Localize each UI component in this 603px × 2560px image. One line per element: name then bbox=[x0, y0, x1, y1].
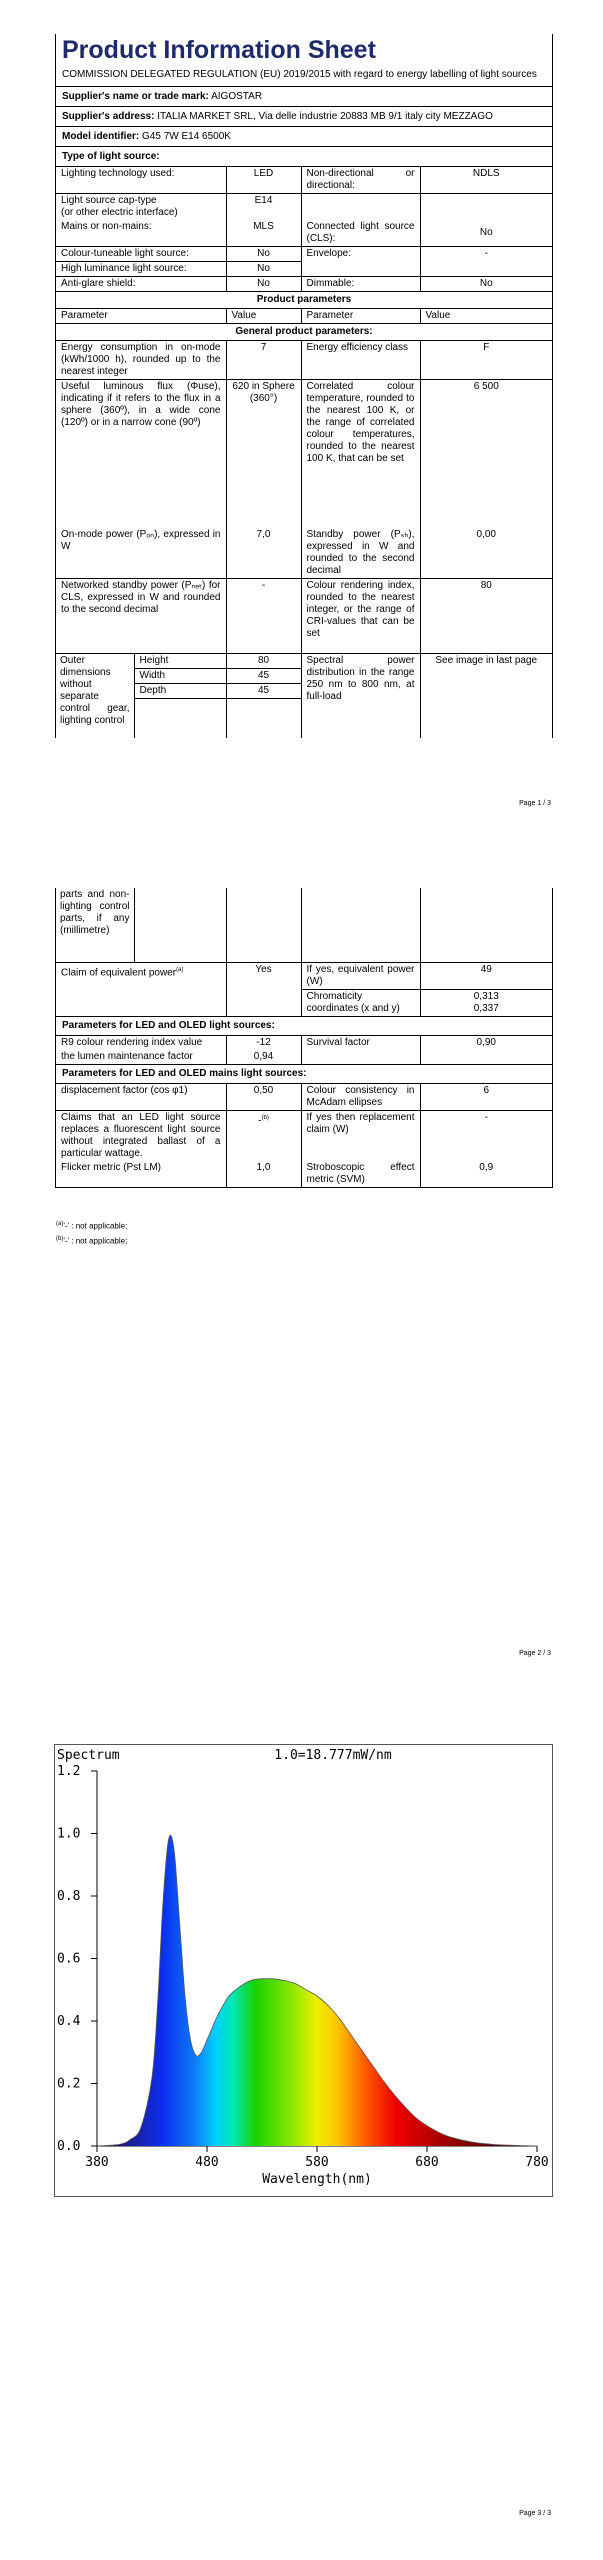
x-ticks bbox=[85, 2146, 548, 2170]
energy-value: 7 bbox=[226, 341, 301, 380]
x-axis-label: Wavelength(nm) bbox=[262, 2172, 372, 2187]
chroma-value bbox=[420, 990, 552, 1017]
model-row bbox=[56, 127, 552, 147]
cct-value: 6 500 bbox=[420, 380, 552, 529]
page-2 bbox=[0, 850, 603, 1700]
x-tick-label: 680 bbox=[415, 2155, 439, 2170]
col-value: Value bbox=[226, 309, 301, 324]
svm-value: 0,9 bbox=[420, 1161, 552, 1188]
model-label: Model identifier: bbox=[62, 131, 140, 142]
empty-cell bbox=[226, 888, 301, 963]
empty-cell bbox=[420, 888, 552, 963]
chart-annotation: 1.0=18.777mW/nm bbox=[274, 1748, 392, 1763]
cri-value: 80 bbox=[420, 579, 552, 654]
fluor-value bbox=[226, 1111, 301, 1162]
y-tick-label: 0.0 bbox=[57, 2139, 81, 2154]
equiv-claim-label bbox=[56, 963, 226, 990]
cri-label: Colour rendering index, rounded to the nearest integer, or the range of CRI-values that can be set bbox=[301, 579, 420, 654]
spectrum-area bbox=[97, 1835, 537, 2146]
chroma-y: 0,337 bbox=[473, 1003, 499, 1014]
supplier-address-label: Supplier's address: bbox=[62, 111, 155, 122]
chroma-x: 0,313 bbox=[473, 991, 499, 1002]
replace-value: - bbox=[420, 1111, 552, 1162]
r9-value: -12 bbox=[226, 1036, 301, 1051]
regulation-text: COMMISSION DELEGATED REGULATION (EU) 2019/2015 with regard to energy labelling of light sources bbox=[56, 68, 552, 87]
y-tick-label: 1.2 bbox=[57, 1764, 81, 1779]
spectral-value: See image in last page bbox=[420, 654, 552, 739]
disp-label: displacement factor (cos φ1) bbox=[56, 1084, 226, 1111]
col-value-2: Value bbox=[420, 309, 552, 324]
cls-label: Connected light source (CLS): bbox=[301, 220, 420, 247]
mains-params-heading: Parameters for LED and OLED mains light sources: bbox=[56, 1065, 552, 1084]
sheet-title: Product Information Sheet bbox=[62, 36, 376, 64]
standby-value: 0,00 bbox=[476, 529, 496, 540]
footnote-b bbox=[56, 1233, 127, 1248]
outer-dims-label: Outer dimensions without separate control gear, lighting control bbox=[56, 654, 134, 738]
tuneable-value: No bbox=[226, 247, 301, 262]
general-params-heading: General product parameters: bbox=[56, 324, 552, 341]
y-tick-label: 0.2 bbox=[57, 2076, 81, 2092]
directional-value: NDLS bbox=[472, 168, 500, 179]
y-tick-label: 1.0 bbox=[57, 1826, 81, 1842]
lighting-tech-label: Lighting technology used: bbox=[56, 167, 226, 194]
cls-value: No bbox=[479, 227, 493, 238]
disp-value: 0,50 bbox=[226, 1084, 301, 1111]
envelope-value: - bbox=[420, 247, 552, 262]
empty-cell bbox=[301, 194, 420, 221]
standby-label: Standby power (Pₛₕ), expressed in W and rounded to the second decimal bbox=[301, 528, 420, 579]
depth-label: Depth bbox=[135, 684, 226, 699]
dimmable-value: No bbox=[420, 277, 552, 292]
spectrum-chart-svg bbox=[55, 1745, 552, 2196]
y-tick-label: 0.6 bbox=[57, 1951, 81, 1967]
cct-label: Correlated colour temperature, rounded to the nearest 100 K, or the range of correlated colour temperatures, rounded to the nearest 100 K, that can be set bbox=[301, 380, 420, 529]
equiv-claim-footnote-mark: (a) bbox=[176, 967, 184, 973]
depth-value: 45 bbox=[227, 684, 301, 699]
page-number-3: Page 3 / 3 bbox=[519, 2510, 551, 2517]
led-params-heading: Parameters for LED and OLED light sources: bbox=[56, 1017, 552, 1036]
equiv-claim-label-text: Claim of equivalent power bbox=[61, 967, 177, 979]
y-tick-label: 0.8 bbox=[57, 1889, 81, 1904]
cap-type-label-text: Light source cap-type bbox=[61, 195, 157, 206]
survival-value: 0,90 bbox=[420, 1036, 552, 1051]
outer-dims-cont-table bbox=[56, 888, 226, 962]
maint-value: 0,94 bbox=[226, 1050, 301, 1065]
onmode-value: 7,0 bbox=[226, 528, 301, 579]
empty-cell bbox=[420, 262, 552, 277]
equiv-power-label: If yes, equivalent power (W) bbox=[301, 963, 420, 990]
product-params-heading: Product parameters bbox=[56, 292, 552, 309]
height-value: 80 bbox=[227, 654, 301, 669]
replace-label: If yes then replacement claim (W) bbox=[301, 1111, 420, 1162]
networked-label: Networked standby power (Pₙₑₜ) for CLS, expressed in W and rounded to the second decimal bbox=[56, 579, 226, 654]
high-lum-label: High luminance light source: bbox=[56, 262, 226, 277]
eff-class-label: Energy efficiency class bbox=[301, 341, 420, 380]
empty-cell bbox=[301, 262, 420, 277]
consistency-value: 6 bbox=[420, 1084, 552, 1111]
supplier-name-label: Supplier's name or trade mark: bbox=[62, 91, 209, 102]
empty-cell bbox=[226, 990, 301, 1017]
fluor-value-text: - bbox=[258, 1115, 262, 1127]
supplier-address-row bbox=[56, 107, 552, 127]
outer-dims-label-cont: parts and non-lighting control parts, if any (millimetre) bbox=[56, 888, 134, 962]
col-parameter-2: Parameter bbox=[301, 309, 420, 324]
energy-label: Energy consumption in on-mode (kWh/1000 h), rounded up to the nearest integer bbox=[56, 341, 226, 380]
type-table bbox=[56, 167, 552, 738]
svm-label: Stroboscopic effect metric (SVM) bbox=[301, 1161, 420, 1188]
width-value: 45 bbox=[227, 669, 301, 684]
flicker-value: 1,0 bbox=[226, 1161, 301, 1188]
supplier-name: AIGOSTAR bbox=[211, 91, 263, 102]
x-tick-label: 480 bbox=[195, 2155, 219, 2170]
y-ticks bbox=[57, 1764, 97, 2154]
fluor-footnote-mark: (b) bbox=[261, 1115, 269, 1121]
info-sheet-box-2 bbox=[55, 888, 553, 1188]
dims-values bbox=[226, 654, 301, 739]
lighting-tech-value: LED bbox=[226, 167, 301, 194]
page-number-1: Page 1 / 3 bbox=[519, 800, 551, 807]
high-lum-value: No bbox=[226, 262, 301, 277]
info-sheet-box bbox=[55, 34, 553, 738]
width-label: Width bbox=[135, 669, 226, 684]
x-tick-label: 580 bbox=[305, 2155, 329, 2170]
empty-cell bbox=[301, 1050, 420, 1065]
footnote-a-mark: (a) bbox=[56, 1221, 64, 1227]
anti-glare-value: No bbox=[226, 277, 301, 292]
mains-value: MLS bbox=[226, 220, 301, 247]
envelope-label: Envelope: bbox=[301, 247, 420, 262]
outer-dims-table bbox=[56, 654, 226, 738]
maint-label: the lumen maintenance factor bbox=[56, 1050, 226, 1065]
height-label: Height bbox=[135, 654, 226, 669]
y-tick-label: 0.4 bbox=[57, 2014, 81, 2029]
dimmable-label: Dimmable: bbox=[301, 277, 420, 292]
tuneable-label: Colour-tuneable light source: bbox=[56, 247, 226, 262]
supplier-name-row bbox=[56, 87, 552, 107]
onmode-label: On-mode power (Pₒₙ), expressed in W bbox=[56, 528, 226, 579]
equiv-power-value: 49 bbox=[420, 963, 552, 990]
x-tick-label: 380 bbox=[85, 2155, 109, 2170]
page-number-2: Page 2 / 3 bbox=[519, 1650, 551, 1657]
flux-label: Useful luminous flux (Φuse), indicating if it refers to the flux in a sphere (360º), in a wide cone (120º) or in a narrow cone (90º) bbox=[56, 380, 226, 529]
consistency-label: Colour consistency in McAdam ellipses bbox=[301, 1084, 420, 1111]
flicker-label: Flicker metric (Pst LM) bbox=[56, 1161, 226, 1188]
chart-title: Spectrum bbox=[57, 1748, 120, 1763]
cap-type-label bbox=[56, 194, 226, 221]
footnote-a bbox=[56, 1218, 127, 1233]
footnote-b-text: '-' : not applicable; bbox=[63, 1236, 128, 1246]
survival-label: Survival factor bbox=[301, 1036, 420, 1051]
chroma-label: Chromaticity coordinates (x and y) bbox=[301, 990, 420, 1017]
outer-dims-cell bbox=[56, 654, 226, 739]
x-tick-label: 780 bbox=[525, 2155, 549, 2170]
networked-value: - bbox=[226, 579, 301, 654]
cap-type-sub: (or other electric interface) bbox=[61, 207, 178, 218]
flux-value: 620 in Sphere (360°) bbox=[226, 380, 301, 529]
spectrum-chart bbox=[54, 1744, 553, 2197]
page-3 bbox=[0, 1700, 603, 2560]
type-heading: Type of light source: bbox=[56, 147, 552, 167]
fluor-label: Claims that an LED light source replaces a fluorescent light source without integrated ballast of a particular wattage. bbox=[56, 1111, 226, 1162]
eff-class-value: F bbox=[420, 341, 552, 380]
empty-cell bbox=[56, 990, 226, 1017]
footnote-a-text: '-' : not applicable; bbox=[63, 1221, 128, 1231]
empty-cell bbox=[134, 888, 226, 962]
col-parameter: Parameter bbox=[56, 309, 226, 324]
equiv-claim-value: Yes bbox=[226, 963, 301, 990]
page-1 bbox=[0, 0, 603, 850]
cap-type-value: E14 bbox=[226, 194, 301, 221]
dims-subtable bbox=[134, 654, 226, 738]
outer-dims-cont-cell bbox=[56, 888, 226, 963]
anti-glare-label: Anti-glare shield: bbox=[56, 277, 226, 292]
r9-label: R9 colour rendering index value bbox=[56, 1036, 226, 1051]
directional-label: Non-directional or directional: bbox=[301, 167, 420, 194]
empty-cell bbox=[420, 1050, 552, 1065]
empty-cell bbox=[420, 194, 552, 221]
model-identifier: G45 7W E14 6500K bbox=[142, 131, 231, 142]
mains-label: Mains or non-mains: bbox=[56, 220, 226, 247]
params-table-2 bbox=[56, 888, 552, 1188]
spectral-label: Spectral power distribution in the range 250 nm to 800 nm, at full-load bbox=[301, 654, 420, 739]
supplier-address: ITALIA MARKET SRL, Via delle industrie 20883 MB 9/1 italy city MEZZAGO bbox=[157, 111, 493, 122]
footnote-b-mark: (b) bbox=[56, 1236, 64, 1242]
empty-cell bbox=[301, 888, 420, 963]
